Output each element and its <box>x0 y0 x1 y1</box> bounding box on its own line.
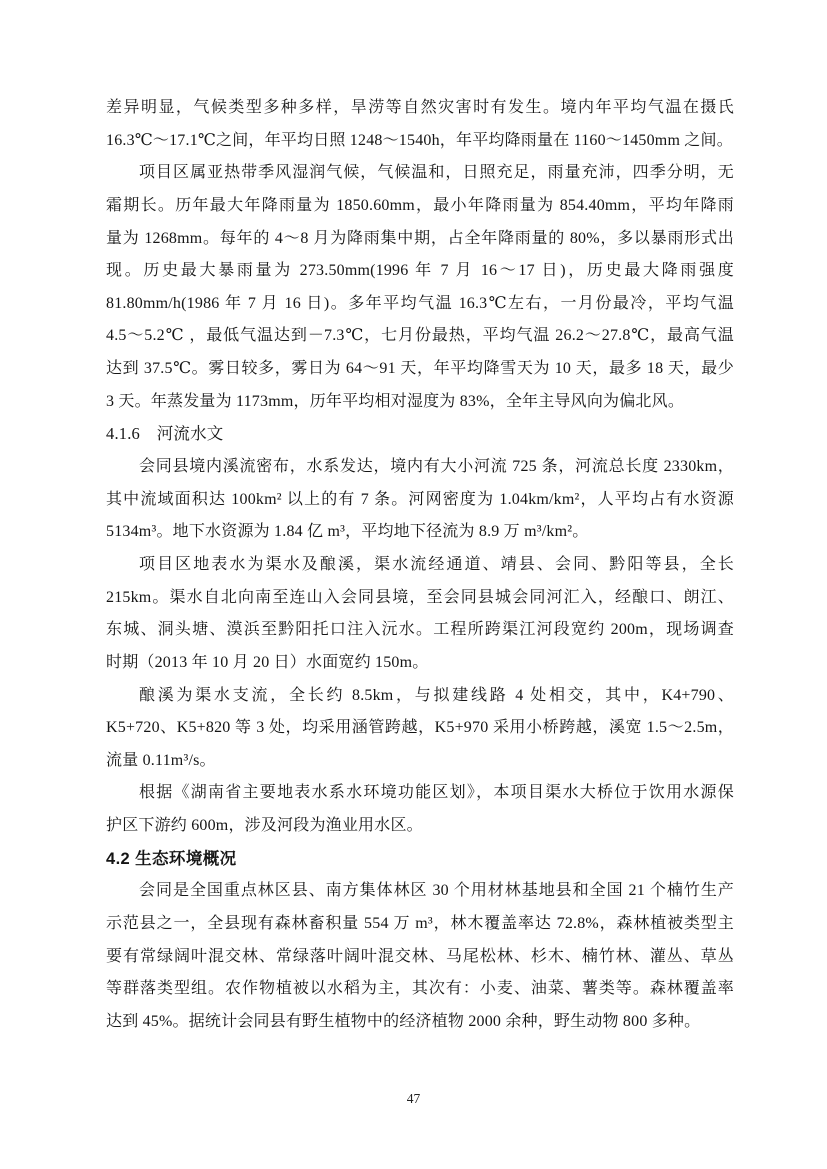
text-line: 量为 1268mm。每年的 4～8 月为降雨集中期，占全年降雨量的 80%，多以暴雨形式出 <box>106 229 734 247</box>
text-line: 3 天。年蒸发量为 1173mm，历年平均相对湿度为 83%，全年主导风向为偏北风。 <box>106 392 685 410</box>
text-line: 示范县之一，全县现有森林畜积量 554 万 m³，林木覆盖率达 72.8%，森林植被类型主 <box>106 915 734 933</box>
text-line: 其中流域面积达 100km² 以上的有 7 条。河网密度为 1.04km/km²，人平均占有水资源 <box>106 490 734 508</box>
section-heading <box>106 843 734 876</box>
text-line: 达到 45%。据统计会同县有野生植物中的经济植物 2000 余种，野生动物 800 多种。 <box>106 1012 701 1030</box>
text-line: 霜期长。历年最大年降雨量为 1850.60mm，最小年降雨量为 854.40mm，平均年降雨 <box>106 196 734 214</box>
text-line: 现。历史最大暴雨量为 273.50mm(1996 年 7 月 16～17 日)，历史最大降雨强度 <box>106 262 734 280</box>
heading-text: 4.1.6 河流水文 <box>106 424 224 444</box>
text-line: 16.3℃～17.1℃之间，年平均日照 1248～1540h，年平均降雨量在 1160～1450mm 之间。 <box>106 131 733 149</box>
text-line: 项目区属亚热带季风湿润气候，气候温和，日照充足，雨量充沛，四季分明，无 <box>139 164 734 182</box>
text-line: 会同县境内溪流密布，水系发达，境内有大小河流 725 条，河流总长度 2330km， <box>139 458 734 476</box>
text-line: 流量 0.11m³/s。 <box>106 751 216 769</box>
paragraph <box>106 451 734 549</box>
text-line: 81.80mm/h(1986 年 7 月 16 日)。多年平均气温 16.3℃左右，一月份最冷，平均气温 <box>106 294 734 312</box>
paragraph <box>106 875 734 1038</box>
text-line: K5+720、K5+820 等 3 处，均采用涵管跨越，K5+970 采用小桥跨越，溪宽 1.5～2.5m， <box>106 719 734 737</box>
text-line: 时期（2013 年 10 月 20 日）水面宽约 150m。 <box>106 653 429 671</box>
text-line: 根据《湖南省主要地表水系水环境功能区划》，本项目渠水大桥位于饮用水源保 <box>139 784 734 802</box>
text-line: 会同是全国重点林区县、南方集体林区 30 个用材林基地县和全国 21 个楠竹生产 <box>139 882 734 900</box>
text-line: 酿溪为渠水支流，全长约 8.5km，与拟建线路 4 处相交，其中，K4+790、 <box>139 686 734 704</box>
page-footer <box>0 1091 827 1107</box>
text-line: 等群落类型组。农作物植被以水稻为主，其次有：小麦、油菜、薯类等。森林覆盖率 <box>106 980 734 998</box>
page-number: 47 <box>406 1091 421 1106</box>
document-body <box>106 92 734 1039</box>
paragraph <box>106 680 734 778</box>
text-line: 5134m³。地下水资源为 1.84 亿 m³，平均地下径流为 8.9 万 m³/km²。 <box>106 523 589 541</box>
paragraph <box>106 157 734 418</box>
text-line: 差异明显，气候类型多种多样，旱涝等自然灾害时有发生。境内年平均气温在摄氏 <box>106 99 734 116</box>
paragraph <box>106 777 734 842</box>
text-line: 215km。渠水自北向南至连山入会同县境，至会同县城会同河汇入，经酿口、朗江、 <box>106 588 734 606</box>
text-line: 东城、洞头塘、漠浜至黔阳托口注入沅水。工程所跨渠江河段宽约 200m，现场调查 <box>106 621 734 639</box>
text-line: 达到 37.5℃。雾日较多，雾日为 64～91 天，年平均降雪天为 10 天，最多 18 天，最少 <box>106 360 734 378</box>
paragraph <box>106 549 734 680</box>
section-heading <box>106 418 734 451</box>
paragraph <box>106 92 734 157</box>
heading-text: 4.2 生态环境概况 <box>106 849 237 868</box>
text-line: 4.5～5.2℃ ，最低气温达到－7.3℃，七月份最热，平均气温 26.2～27.8℃，最高气温 <box>106 327 734 345</box>
text-line: 要有常绿阔叶混交林、常绿落叶阔叶混交林、马尾松林、杉木、楠竹林、灌丛、草丛 <box>106 947 734 965</box>
text-line: 护区下游约 600m，涉及河段为渔业用水区。 <box>106 817 423 835</box>
text-line: 项目区地表水为渠水及酿溪，渠水流经通道、靖县、会同、黔阳等县，全长 <box>139 555 734 573</box>
